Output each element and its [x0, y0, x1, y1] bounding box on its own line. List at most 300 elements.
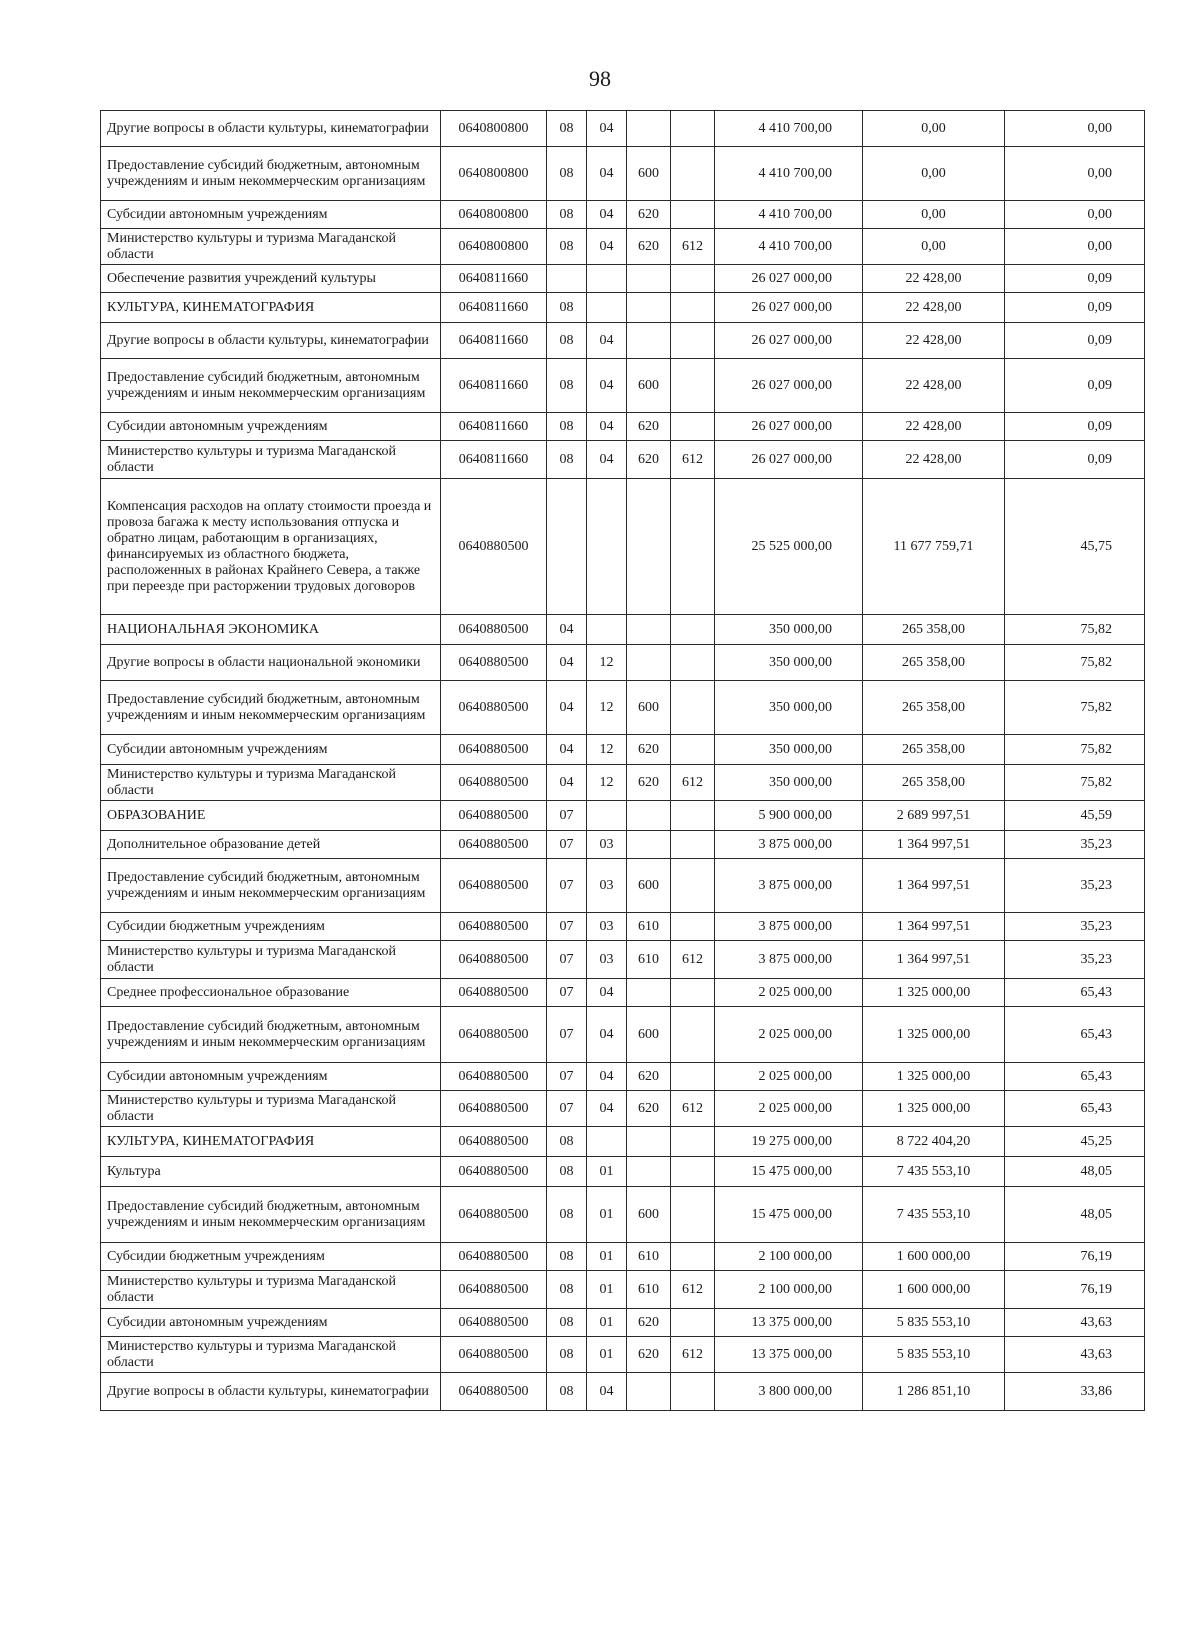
row-section-code: 08: [547, 1187, 587, 1243]
row-planned-amount: 26 027 000,00: [715, 265, 863, 293]
table-row: [101, 979, 1145, 1007]
row-subsection-code: 12: [587, 735, 627, 765]
table-row: [101, 1157, 1145, 1187]
row-target-code: 0640880500: [441, 1187, 547, 1243]
table-row: [101, 859, 1145, 913]
row-subsection-code: 03: [587, 831, 627, 859]
row-admin-code: [671, 1309, 715, 1337]
row-name: Министерство культуры и туризма Магаданской области: [101, 1091, 441, 1127]
row-section-code: 08: [547, 359, 587, 413]
row-admin-code: [671, 615, 715, 645]
row-name: НАЦИОНАЛЬНАЯ ЭКОНОМИКА: [101, 615, 441, 645]
row-subsection-code: 01: [587, 1157, 627, 1187]
row-admin-code: [671, 1063, 715, 1091]
row-execution-percent: 0,09: [1005, 265, 1145, 293]
row-planned-amount: 3 875 000,00: [715, 913, 863, 941]
row-name: Компенсация расходов на оплату стоимости проезда и провоза багажа к месту использования отпуска и обратно лицам, работающим в организациях, финансируемых из областного бюджета, расположенных в районах Крайнего Севера, а также при переезде при расторжении трудовых договоров: [101, 479, 441, 615]
row-subsection-code: 04: [587, 413, 627, 441]
row-executed-amount: 22 428,00: [863, 265, 1005, 293]
row-executed-amount: 22 428,00: [863, 323, 1005, 359]
row-name: Министерство культуры и туризма Магаданской области: [101, 229, 441, 265]
row-admin-code: [671, 479, 715, 615]
row-executed-amount: 22 428,00: [863, 413, 1005, 441]
row-name: Другие вопросы в области культуры, кинематографии: [101, 323, 441, 359]
row-admin-code: [671, 265, 715, 293]
row-name: Субсидии автономным учреждениям: [101, 201, 441, 229]
row-planned-amount: 2 100 000,00: [715, 1271, 863, 1309]
row-section-code: [547, 265, 587, 293]
table-row: [101, 615, 1145, 645]
row-execution-percent: 75,82: [1005, 765, 1145, 801]
row-name: Другие вопросы в области культуры, кинематографии: [101, 1373, 441, 1411]
row-subsection-code: [587, 265, 627, 293]
row-executed-amount: 7 435 553,10: [863, 1187, 1005, 1243]
table-row: [101, 323, 1145, 359]
row-expense-type-code: [627, 293, 671, 323]
row-section-code: 08: [547, 201, 587, 229]
row-expense-type-code: [627, 1127, 671, 1157]
row-expense-type-code: [627, 615, 671, 645]
row-execution-percent: 45,25: [1005, 1127, 1145, 1157]
row-name: Другие вопросы в области культуры, кинематографии: [101, 111, 441, 147]
row-subsection-code: 04: [587, 201, 627, 229]
row-subsection-code: 03: [587, 913, 627, 941]
row-expense-type-code: 600: [627, 359, 671, 413]
row-name: Предоставление субсидий бюджетным, автономным учреждениям и иным некоммерческим организациям: [101, 1187, 441, 1243]
row-name: Субсидии бюджетным учреждениям: [101, 913, 441, 941]
row-target-code: 0640880500: [441, 1337, 547, 1373]
row-admin-code: [671, 201, 715, 229]
table-row: [101, 645, 1145, 681]
table-row: [101, 1373, 1145, 1411]
table-row: [101, 801, 1145, 831]
row-execution-percent: 0,09: [1005, 293, 1145, 323]
row-planned-amount: 13 375 000,00: [715, 1309, 863, 1337]
row-target-code: 0640880500: [441, 645, 547, 681]
row-execution-percent: 76,19: [1005, 1243, 1145, 1271]
row-execution-percent: 35,23: [1005, 913, 1145, 941]
row-name: Обеспечение развития учреждений культуры: [101, 265, 441, 293]
table-row: [101, 1063, 1145, 1091]
row-name: Предоставление субсидий бюджетным, автономным учреждениям и иным некоммерческим организациям: [101, 1007, 441, 1063]
row-subsection-code: 01: [587, 1309, 627, 1337]
row-subsection-code: [587, 801, 627, 831]
row-section-code: 07: [547, 1063, 587, 1091]
row-section-code: 04: [547, 681, 587, 735]
row-expense-type-code: 600: [627, 147, 671, 201]
row-section-code: 04: [547, 615, 587, 645]
row-execution-percent: 75,82: [1005, 735, 1145, 765]
row-expense-type-code: [627, 831, 671, 859]
row-subsection-code: 04: [587, 1007, 627, 1063]
row-execution-percent: 0,09: [1005, 323, 1145, 359]
row-expense-type-code: [627, 265, 671, 293]
row-executed-amount: 265 358,00: [863, 615, 1005, 645]
row-target-code: 0640880500: [441, 1127, 547, 1157]
row-admin-code: [671, 147, 715, 201]
row-target-code: 0640800800: [441, 147, 547, 201]
row-admin-code: [671, 293, 715, 323]
row-planned-amount: 26 027 000,00: [715, 413, 863, 441]
row-name: Министерство культуры и туризма Магаданской области: [101, 1271, 441, 1309]
row-target-code: 0640880500: [441, 1309, 547, 1337]
row-expense-type-code: 620: [627, 1337, 671, 1373]
row-admin-code: 612: [671, 1091, 715, 1127]
row-target-code: 0640811660: [441, 293, 547, 323]
row-executed-amount: 1 364 997,51: [863, 831, 1005, 859]
row-name: Предоставление субсидий бюджетным, автономным учреждениям и иным некоммерческим организациям: [101, 681, 441, 735]
row-expense-type-code: [627, 111, 671, 147]
row-executed-amount: 1 364 997,51: [863, 941, 1005, 979]
row-expense-type-code: 620: [627, 765, 671, 801]
row-name: Культура: [101, 1157, 441, 1187]
row-section-code: 07: [547, 859, 587, 913]
row-name: Министерство культуры и туризма Магаданской области: [101, 941, 441, 979]
row-section-code: 07: [547, 831, 587, 859]
row-subsection-code: 04: [587, 359, 627, 413]
row-planned-amount: 4 410 700,00: [715, 201, 863, 229]
row-target-code: 0640880500: [441, 1243, 547, 1271]
row-subsection-code: 12: [587, 681, 627, 735]
row-execution-percent: 0,09: [1005, 359, 1145, 413]
row-subsection-code: 03: [587, 859, 627, 913]
table-row: [101, 1337, 1145, 1373]
row-name: Субсидии автономным учреждениям: [101, 1309, 441, 1337]
row-target-code: 0640880500: [441, 735, 547, 765]
row-subsection-code: 12: [587, 645, 627, 681]
row-name: ОБРАЗОВАНИЕ: [101, 801, 441, 831]
row-admin-code: 612: [671, 1337, 715, 1373]
row-section-code: 07: [547, 979, 587, 1007]
row-expense-type-code: [627, 1157, 671, 1187]
row-admin-code: [671, 681, 715, 735]
row-admin-code: [671, 323, 715, 359]
row-executed-amount: 8 722 404,20: [863, 1127, 1005, 1157]
row-planned-amount: 3 875 000,00: [715, 859, 863, 913]
row-target-code: 0640880500: [441, 479, 547, 615]
row-executed-amount: 22 428,00: [863, 441, 1005, 479]
table-row: [101, 265, 1145, 293]
table-row: [101, 147, 1145, 201]
row-expense-type-code: [627, 801, 671, 831]
row-execution-percent: 45,75: [1005, 479, 1145, 615]
row-execution-percent: 0,00: [1005, 201, 1145, 229]
row-execution-percent: 45,59: [1005, 801, 1145, 831]
row-admin-code: [671, 111, 715, 147]
row-expense-type-code: [627, 479, 671, 615]
row-planned-amount: 26 027 000,00: [715, 293, 863, 323]
row-planned-amount: 3 875 000,00: [715, 831, 863, 859]
row-section-code: 07: [547, 1091, 587, 1127]
row-admin-code: [671, 859, 715, 913]
row-subsection-code: 12: [587, 765, 627, 801]
row-planned-amount: 13 375 000,00: [715, 1337, 863, 1373]
row-target-code: 0640800800: [441, 201, 547, 229]
row-executed-amount: 22 428,00: [863, 359, 1005, 413]
row-execution-percent: 75,82: [1005, 645, 1145, 681]
row-name: Субсидии бюджетным учреждениям: [101, 1243, 441, 1271]
row-expense-type-code: 610: [627, 913, 671, 941]
row-target-code: 0640880500: [441, 859, 547, 913]
table-row: [101, 831, 1145, 859]
row-expense-type-code: 600: [627, 1007, 671, 1063]
row-subsection-code: 03: [587, 941, 627, 979]
row-executed-amount: 1 364 997,51: [863, 913, 1005, 941]
row-name: Предоставление субсидий бюджетным, автономным учреждениям и иным некоммерческим организациям: [101, 859, 441, 913]
row-executed-amount: 11 677 759,71: [863, 479, 1005, 615]
row-name: Среднее профессиональное образование: [101, 979, 441, 1007]
row-execution-percent: 43,63: [1005, 1337, 1145, 1373]
row-section-code: 08: [547, 1373, 587, 1411]
row-executed-amount: 22 428,00: [863, 293, 1005, 323]
row-executed-amount: 0,00: [863, 201, 1005, 229]
row-admin-code: [671, 1007, 715, 1063]
row-target-code: 0640880500: [441, 1007, 547, 1063]
row-planned-amount: 2 025 000,00: [715, 979, 863, 1007]
row-name: Министерство культуры и туризма Магаданской области: [101, 1337, 441, 1373]
row-planned-amount: 350 000,00: [715, 645, 863, 681]
row-subsection-code: 04: [587, 979, 627, 1007]
row-target-code: 0640811660: [441, 265, 547, 293]
row-expense-type-code: [627, 645, 671, 681]
row-executed-amount: 265 358,00: [863, 765, 1005, 801]
row-name: Министерство культуры и туризма Магаданской области: [101, 765, 441, 801]
page-number: 98: [589, 66, 611, 91]
row-target-code: 0640880500: [441, 1063, 547, 1091]
row-executed-amount: 1 600 000,00: [863, 1271, 1005, 1309]
row-target-code: 0640811660: [441, 413, 547, 441]
row-name: Субсидии автономным учреждениям: [101, 413, 441, 441]
row-executed-amount: 265 358,00: [863, 681, 1005, 735]
row-target-code: 0640880500: [441, 1157, 547, 1187]
row-planned-amount: 19 275 000,00: [715, 1127, 863, 1157]
row-target-code: 0640880500: [441, 801, 547, 831]
row-admin-code: [671, 801, 715, 831]
row-planned-amount: 2 100 000,00: [715, 1243, 863, 1271]
row-planned-amount: 3 800 000,00: [715, 1373, 863, 1411]
row-subsection-code: [587, 1127, 627, 1157]
row-section-code: 04: [547, 735, 587, 765]
row-target-code: 0640880500: [441, 615, 547, 645]
row-name: КУЛЬТУРА, КИНЕМАТОГРАФИЯ: [101, 293, 441, 323]
row-execution-percent: 65,43: [1005, 1091, 1145, 1127]
row-execution-percent: 75,82: [1005, 615, 1145, 645]
row-expense-type-code: 620: [627, 1063, 671, 1091]
row-admin-code: [671, 735, 715, 765]
row-section-code: 08: [547, 147, 587, 201]
row-subsection-code: [587, 479, 627, 615]
row-executed-amount: 265 358,00: [863, 645, 1005, 681]
row-section-code: 07: [547, 941, 587, 979]
row-section-code: 08: [547, 1157, 587, 1187]
row-admin-code: [671, 413, 715, 441]
table-row: [101, 1271, 1145, 1309]
row-target-code: 0640880500: [441, 913, 547, 941]
row-name: Дополнительное образование детей: [101, 831, 441, 859]
row-execution-percent: 35,23: [1005, 831, 1145, 859]
table-row: [101, 941, 1145, 979]
row-planned-amount: 15 475 000,00: [715, 1187, 863, 1243]
row-admin-code: [671, 1157, 715, 1187]
row-name: Субсидии автономным учреждениям: [101, 735, 441, 765]
row-target-code: 0640880500: [441, 979, 547, 1007]
row-section-code: 08: [547, 1243, 587, 1271]
row-execution-percent: 75,82: [1005, 681, 1145, 735]
row-expense-type-code: 620: [627, 413, 671, 441]
row-execution-percent: 65,43: [1005, 1007, 1145, 1063]
row-executed-amount: 1 325 000,00: [863, 1091, 1005, 1127]
row-expense-type-code: 620: [627, 1091, 671, 1127]
row-section-code: 07: [547, 913, 587, 941]
row-executed-amount: 2 689 997,51: [863, 801, 1005, 831]
row-section-code: 07: [547, 801, 587, 831]
row-executed-amount: 1 600 000,00: [863, 1243, 1005, 1271]
table-row: [101, 201, 1145, 229]
row-target-code: 0640880500: [441, 681, 547, 735]
row-subsection-code: 01: [587, 1337, 627, 1373]
row-expense-type-code: 600: [627, 1187, 671, 1243]
row-expense-type-code: 620: [627, 1309, 671, 1337]
row-admin-code: 612: [671, 765, 715, 801]
row-admin-code: [671, 831, 715, 859]
row-name: Министерство культуры и туризма Магаданской области: [101, 441, 441, 479]
row-subsection-code: 04: [587, 1063, 627, 1091]
table-row: [101, 413, 1145, 441]
row-section-code: 08: [547, 229, 587, 265]
row-subsection-code: 04: [587, 1091, 627, 1127]
row-subsection-code: 01: [587, 1243, 627, 1271]
row-planned-amount: 2 025 000,00: [715, 1007, 863, 1063]
row-subsection-code: 04: [587, 1373, 627, 1411]
table-row: [101, 359, 1145, 413]
row-target-code: 0640811660: [441, 323, 547, 359]
row-planned-amount: 2 025 000,00: [715, 1063, 863, 1091]
row-target-code: 0640880500: [441, 1091, 547, 1127]
row-execution-percent: 0,00: [1005, 111, 1145, 147]
table-row: [101, 1007, 1145, 1063]
table-row: [101, 1187, 1145, 1243]
row-subsection-code: 04: [587, 229, 627, 265]
row-planned-amount: 350 000,00: [715, 765, 863, 801]
row-name: КУЛЬТУРА, КИНЕМАТОГРАФИЯ: [101, 1127, 441, 1157]
row-executed-amount: 1 364 997,51: [863, 859, 1005, 913]
row-execution-percent: 48,05: [1005, 1157, 1145, 1187]
row-planned-amount: 3 875 000,00: [715, 941, 863, 979]
row-execution-percent: 65,43: [1005, 979, 1145, 1007]
row-planned-amount: 25 525 000,00: [715, 479, 863, 615]
table-row: [101, 1091, 1145, 1127]
row-executed-amount: 1 325 000,00: [863, 1063, 1005, 1091]
row-executed-amount: 5 835 553,10: [863, 1309, 1005, 1337]
row-admin-code: [671, 979, 715, 1007]
row-section-code: 08: [547, 1309, 587, 1337]
row-subsection-code: [587, 615, 627, 645]
table-row: [101, 681, 1145, 735]
row-target-code: 0640880500: [441, 831, 547, 859]
row-planned-amount: 350 000,00: [715, 615, 863, 645]
row-section-code: [547, 479, 587, 615]
row-execution-percent: 76,19: [1005, 1271, 1145, 1309]
table-row: [101, 1309, 1145, 1337]
row-subsection-code: 04: [587, 147, 627, 201]
row-admin-code: 612: [671, 941, 715, 979]
row-expense-type-code: 620: [627, 735, 671, 765]
row-planned-amount: 26 027 000,00: [715, 323, 863, 359]
row-expense-type-code: 610: [627, 941, 671, 979]
row-expense-type-code: 620: [627, 201, 671, 229]
row-name: Другие вопросы в области национальной экономики: [101, 645, 441, 681]
row-subsection-code: 04: [587, 111, 627, 147]
row-section-code: 08: [547, 441, 587, 479]
row-execution-percent: 0,00: [1005, 229, 1145, 265]
row-planned-amount: 2 025 000,00: [715, 1091, 863, 1127]
table-row: [101, 111, 1145, 147]
row-target-code: 0640880500: [441, 941, 547, 979]
table-row: [101, 765, 1145, 801]
row-executed-amount: 1 286 851,10: [863, 1373, 1005, 1411]
row-expense-type-code: 600: [627, 681, 671, 735]
row-planned-amount: 4 410 700,00: [715, 147, 863, 201]
row-executed-amount: 0,00: [863, 229, 1005, 265]
row-admin-code: 612: [671, 1271, 715, 1309]
row-planned-amount: 26 027 000,00: [715, 441, 863, 479]
row-planned-amount: 15 475 000,00: [715, 1157, 863, 1187]
row-admin-code: 612: [671, 229, 715, 265]
row-admin-code: [671, 1243, 715, 1271]
row-section-code: 08: [547, 323, 587, 359]
row-target-code: 0640880500: [441, 1271, 547, 1309]
row-admin-code: [671, 1127, 715, 1157]
row-admin-code: [671, 359, 715, 413]
table-row: [101, 441, 1145, 479]
row-execution-percent: 0,09: [1005, 413, 1145, 441]
row-execution-percent: 65,43: [1005, 1063, 1145, 1091]
row-target-code: 0640880500: [441, 765, 547, 801]
row-execution-percent: 0,09: [1005, 441, 1145, 479]
table-row: [101, 735, 1145, 765]
table-row: [101, 1127, 1145, 1157]
row-section-code: 07: [547, 1007, 587, 1063]
row-section-code: 08: [547, 1127, 587, 1157]
budget-table: [100, 110, 1145, 1411]
row-expense-type-code: 620: [627, 441, 671, 479]
row-section-code: 04: [547, 645, 587, 681]
row-planned-amount: 4 410 700,00: [715, 229, 863, 265]
row-expense-type-code: 610: [627, 1243, 671, 1271]
row-subsection-code: [587, 293, 627, 323]
row-target-code: 0640811660: [441, 441, 547, 479]
row-section-code: 04: [547, 765, 587, 801]
row-target-code: 0640811660: [441, 359, 547, 413]
row-name: Предоставление субсидий бюджетным, автономным учреждениям и иным некоммерческим организациям: [101, 359, 441, 413]
row-expense-type-code: [627, 1373, 671, 1411]
table-row: [101, 479, 1145, 615]
row-execution-percent: 33,86: [1005, 1373, 1145, 1411]
row-name: Предоставление субсидий бюджетным, автономным учреждениям и иным некоммерческим организациям: [101, 147, 441, 201]
row-executed-amount: 0,00: [863, 111, 1005, 147]
row-subsection-code: 01: [587, 1271, 627, 1309]
row-execution-percent: 43,63: [1005, 1309, 1145, 1337]
row-section-code: 08: [547, 1271, 587, 1309]
row-executed-amount: 5 835 553,10: [863, 1337, 1005, 1373]
row-executed-amount: 265 358,00: [863, 735, 1005, 765]
row-planned-amount: 26 027 000,00: [715, 359, 863, 413]
row-expense-type-code: 610: [627, 1271, 671, 1309]
row-name: Субсидии автономным учреждениям: [101, 1063, 441, 1091]
row-expense-type-code: [627, 979, 671, 1007]
row-admin-code: [671, 1373, 715, 1411]
row-admin-code: [671, 1187, 715, 1243]
